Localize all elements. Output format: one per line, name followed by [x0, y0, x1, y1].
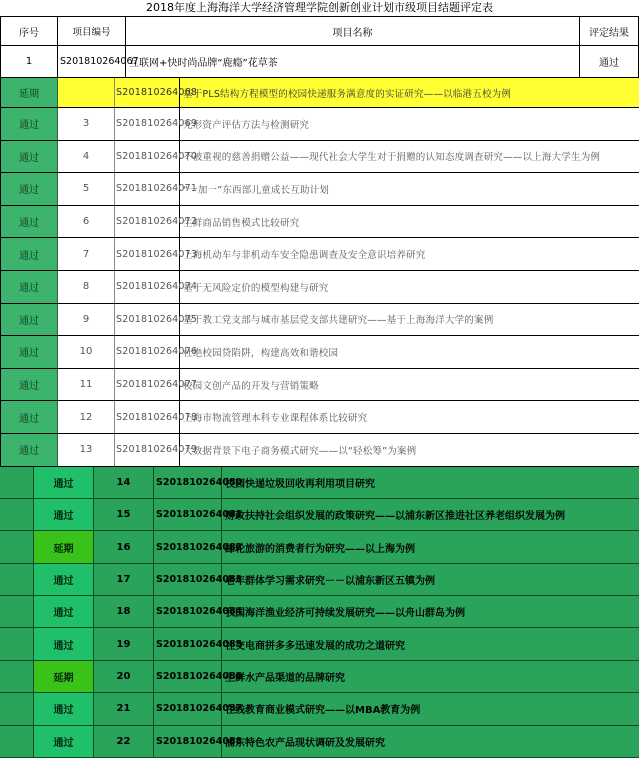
row-result: 延期 [34, 661, 94, 692]
table-row [0, 271, 639, 304]
row-code: S201810264088 [154, 726, 222, 757]
table-row [0, 401, 639, 434]
row-seq: 19 [94, 628, 154, 659]
row-stripe [0, 628, 34, 659]
row-name: 我国海洋渔业经济可持续发展研究——以舟山群岛为例 [225, 608, 465, 620]
row-stripe [0, 531, 34, 562]
row-name: 上海机动车与非机动车安全隐患调查及安全意识培养研究 [183, 250, 426, 262]
row-name: 生鲜水产品渠道的品牌研究 [225, 673, 345, 685]
row-seq: 7 [58, 238, 115, 270]
table-row [0, 531, 639, 563]
header-code: 项目编号 [58, 17, 126, 45]
row-result: 通过 [34, 726, 94, 757]
row-code: S201810264071 [114, 173, 180, 205]
row-code: S201810264084 [154, 596, 222, 627]
row-result-badge: 通过 [0, 271, 58, 303]
row-result: 延期 [34, 531, 94, 562]
row-name: 老年群体学习需求研究－－以浦东新区五镇为例 [225, 575, 435, 587]
header-seq: 序号 [0, 17, 58, 45]
row-seq: 14 [94, 467, 154, 498]
row-code: S201810264085 [154, 628, 222, 659]
table-row [0, 141, 639, 174]
row-name: 邮轮旅游的消费者行为研究——以上海为例 [225, 543, 415, 555]
row-seq: 21 [94, 693, 154, 724]
row-stripe [0, 467, 34, 498]
row-seq: 3 [58, 108, 115, 140]
table-row [0, 596, 639, 628]
row-name: 大数据背景下电子商务模式研究——以“轻松筹”为案例 [183, 445, 417, 457]
row-seq: 16 [94, 531, 154, 562]
header-name: 项目名称 [126, 17, 580, 45]
table-row [0, 238, 639, 271]
row-name: 浦东特色农产品现状调研及发展研究 [225, 737, 385, 749]
table-row [0, 78, 639, 108]
row-result: 通过 [34, 596, 94, 627]
table-row [0, 173, 639, 206]
row-code: S201810264081 [154, 499, 222, 530]
row-name: 基于PLS结构方程模型的校园快递服务满意度的实证研究——以临港五校为例 [183, 88, 512, 100]
row-result-badge: 通过 [0, 141, 58, 173]
row-name: 无形资产评估方法与检测研究 [183, 119, 310, 131]
row-seq: 6 [58, 206, 115, 238]
row-code: S201810264082 [154, 531, 222, 562]
row-result-badge: 通过 [0, 336, 58, 368]
table-row [0, 46, 639, 78]
row-code: S201810264080 [154, 467, 222, 498]
row-name: 互联网+快时尚品牌“鹿瘾”花草茶 [126, 46, 580, 77]
table-row [0, 467, 639, 499]
row-code: S201810264077 [114, 369, 180, 401]
row-code: S201810264070 [114, 141, 180, 173]
table-row [0, 661, 639, 693]
row-result-badge: 通过 [0, 369, 58, 401]
table-row [0, 434, 639, 467]
row-code: S201810264086 [154, 661, 222, 692]
row-result-badge: 通过 [0, 304, 58, 336]
row-stripe [0, 726, 34, 757]
row-seq: 18 [94, 596, 154, 627]
row-result-badge: 通过 [0, 206, 58, 238]
row-seq: 20 [94, 661, 154, 692]
row-code: S201810264068 [114, 78, 180, 107]
row-name: 校园文创产品的开发与营销策略 [183, 380, 319, 392]
row-result: 通过 [34, 693, 94, 724]
row-code: S201810264067 [58, 46, 126, 77]
page-title: 2018年度上海海洋大学经济管理学院创新创业计划市级项目结题评定表 [146, 1, 493, 14]
row-seq: 12 [58, 401, 115, 433]
row-seq: 11 [58, 369, 115, 401]
row-seq: 9 [58, 304, 115, 336]
table-row [0, 693, 639, 725]
row-result: 通过 [34, 564, 94, 595]
row-result-badge: 延期 [0, 78, 58, 107]
row-code: S201810264075 [114, 304, 180, 336]
row-stripe [0, 661, 34, 692]
row-seq: 8 [58, 271, 115, 303]
row-code: S201810264072 [114, 206, 180, 238]
row-name: “一加一”东西部儿童成长互助计划 [183, 184, 330, 196]
row-stripe [0, 693, 34, 724]
row-stripe [0, 596, 34, 627]
row-seq: 15 [94, 499, 154, 530]
row-result: 通过 [34, 628, 94, 659]
row-seq: 22 [94, 726, 154, 757]
row-name: 基于教工党支部与城市基层党支部共建研究——基于上海海洋大学的案例 [183, 315, 494, 327]
row-seq: 17 [94, 564, 154, 595]
row-name: 上海市物流管理本科专业课程体系比较研究 [183, 413, 368, 425]
row-seq: 4 [58, 141, 115, 173]
row-code: S201810264069 [114, 108, 180, 140]
row-seq: 10 [58, 336, 115, 368]
row-result-badge: 通过 [0, 238, 58, 270]
row-stripe [0, 564, 34, 595]
row-stripe [0, 499, 34, 530]
row-result: 通过 [34, 467, 94, 498]
row-seq: 1 [0, 46, 58, 77]
row-name: 财政扶持社会组织发展的政策研究——以浦东新区推进社区养老组织发展为例 [225, 511, 565, 523]
table-row [0, 499, 639, 531]
header-result: 评定结果 [580, 17, 639, 45]
row-code: S201810264074 [114, 271, 180, 303]
table-row [0, 369, 639, 402]
row-result-badge: 通过 [0, 434, 58, 466]
row-result-badge: 通过 [0, 401, 58, 433]
row-code: S201810264079 [114, 434, 180, 466]
row-name: 杜绝校园贷陷阱，构建高效和谐校园 [183, 347, 339, 359]
row-result: 通过 [580, 46, 639, 77]
row-code: S201810264073 [114, 238, 180, 270]
row-seq: 13 [58, 434, 115, 466]
table-row [0, 206, 639, 239]
table-header [0, 16, 639, 46]
row-seq: 5 [58, 173, 115, 205]
result-table [0, 16, 639, 758]
row-result-badge: 通过 [0, 173, 58, 205]
row-result-badge: 通过 [0, 108, 58, 140]
row-code: S201810264078 [114, 401, 180, 433]
row-name: 校园快递垃圾回收再利用项目研究 [225, 478, 375, 490]
table-row [0, 628, 639, 660]
table-row [0, 108, 639, 141]
row-name: 社交电商拼多多迅速发展的成功之道研究 [225, 640, 405, 652]
table-row [0, 336, 639, 369]
row-name: 基于无风险定价的模型构建与研究 [183, 282, 329, 294]
table-row [0, 304, 639, 337]
row-result: 通过 [34, 499, 94, 530]
table-row [0, 564, 639, 596]
row-code: S201810264083 [154, 564, 222, 595]
row-code: S201810264076 [114, 336, 180, 368]
row-name: 生鲜商品销售模式比较研究 [183, 217, 300, 229]
row-code: S201810264087 [154, 693, 222, 724]
row-seq [58, 78, 115, 107]
row-name: 在线教育商业模式研究——以MBA教育为例 [225, 705, 421, 717]
table-row [0, 726, 639, 758]
row-name: 不被重视的慈善捐赠公益——现代社会大学生对于捐赠的认知态度调查研究——以上海大学生为例 [183, 152, 601, 164]
